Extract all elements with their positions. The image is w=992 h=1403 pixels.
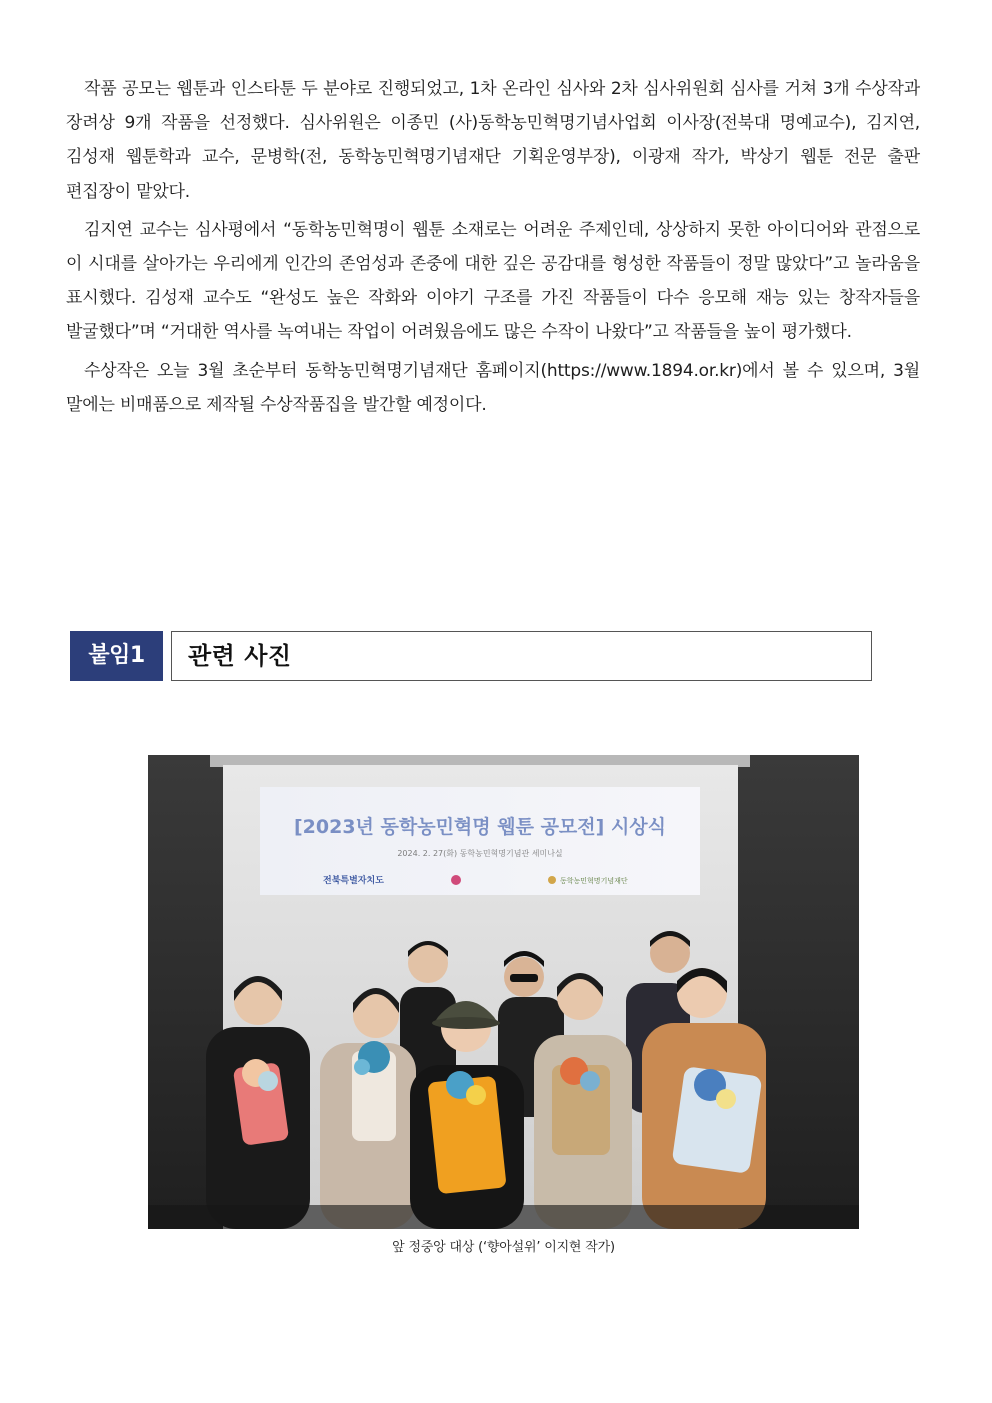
section-title: 관련 사진 — [188, 642, 292, 670]
banner-logo-right-icon — [548, 876, 556, 884]
section-badge: 붙임1 — [70, 631, 163, 681]
section-title-box — [171, 631, 872, 681]
article-body — [66, 72, 920, 426]
award-ceremony-photo — [148, 755, 859, 1229]
paragraph-3: 수상작은 오늘 3월 초순부터 동학농민혁명기념재단 홈페이지(https://www.1894.or.kr)에서 볼 수 있으며, 3월 말에는 비매품으로 제작될 수상작품집을 발간할 예정이다. — [66, 360, 920, 415]
floor-shadow — [148, 1205, 859, 1229]
banner-logo-center-icon — [451, 875, 461, 885]
photo-illustration — [148, 755, 859, 1229]
banner-title: [2023년 동학농민혁명 웹툰 공모전] 시상식 — [293, 816, 667, 838]
banner-logo-left: 전북특별자치도 — [323, 876, 384, 886]
section-header — [70, 631, 872, 681]
banner-subtitle: 2024. 2. 27(화) 동학농민혁명기념관 세미나실 — [397, 849, 563, 858]
photo-caption: 앞 정중앙 대상 (‘향아설위’ 이지현 작가) — [392, 1240, 615, 1255]
banner-logo-right: 동학농민혁명기념재단 — [560, 877, 628, 885]
paragraph-2: 김지연 교수는 심사평에서 “동학농민혁명이 웹툰 소재로는 어려운 주제인데, 상상하지 못한 아이디어와 관점으로 이 시대를 살아가는 우리에게 인간의 존엄성과 존중에 대한 깊은 공감대를 형성한 작품들이 정말 많았다”고 놀라움을 표시했다. 김성재 교수도 “완성도 높은 작화와 이야기 구조를 가진 작품들이 다수 응모해 재능 있는 창작자들을 발굴했다”며 “거대한 역사를 녹여내는 작업이 어려웠음에도 많은 수작이 나왔다”고 작품들을 높이 평가했다. — [66, 219, 920, 343]
paragraph-1: 작품 공모는 웹툰과 인스타툰 두 분야로 진행되었고, 1차 온라인 심사와 2차 심사위원회 심사를 거쳐 3개 수상작과 장려상 9개 작품을 선정했다. 심사위원은 이종민 (사)동학농민혁명기념사업회 이사장(전북대 명예교수), 김지연, 김성재 웹툰학과 교수, 문병학(전, 동학농민혁명기념재단 기획운영부장), 이광재 작가, 박상기 웹툰 전문 출판 편집장이 맡았다. — [66, 79, 920, 202]
